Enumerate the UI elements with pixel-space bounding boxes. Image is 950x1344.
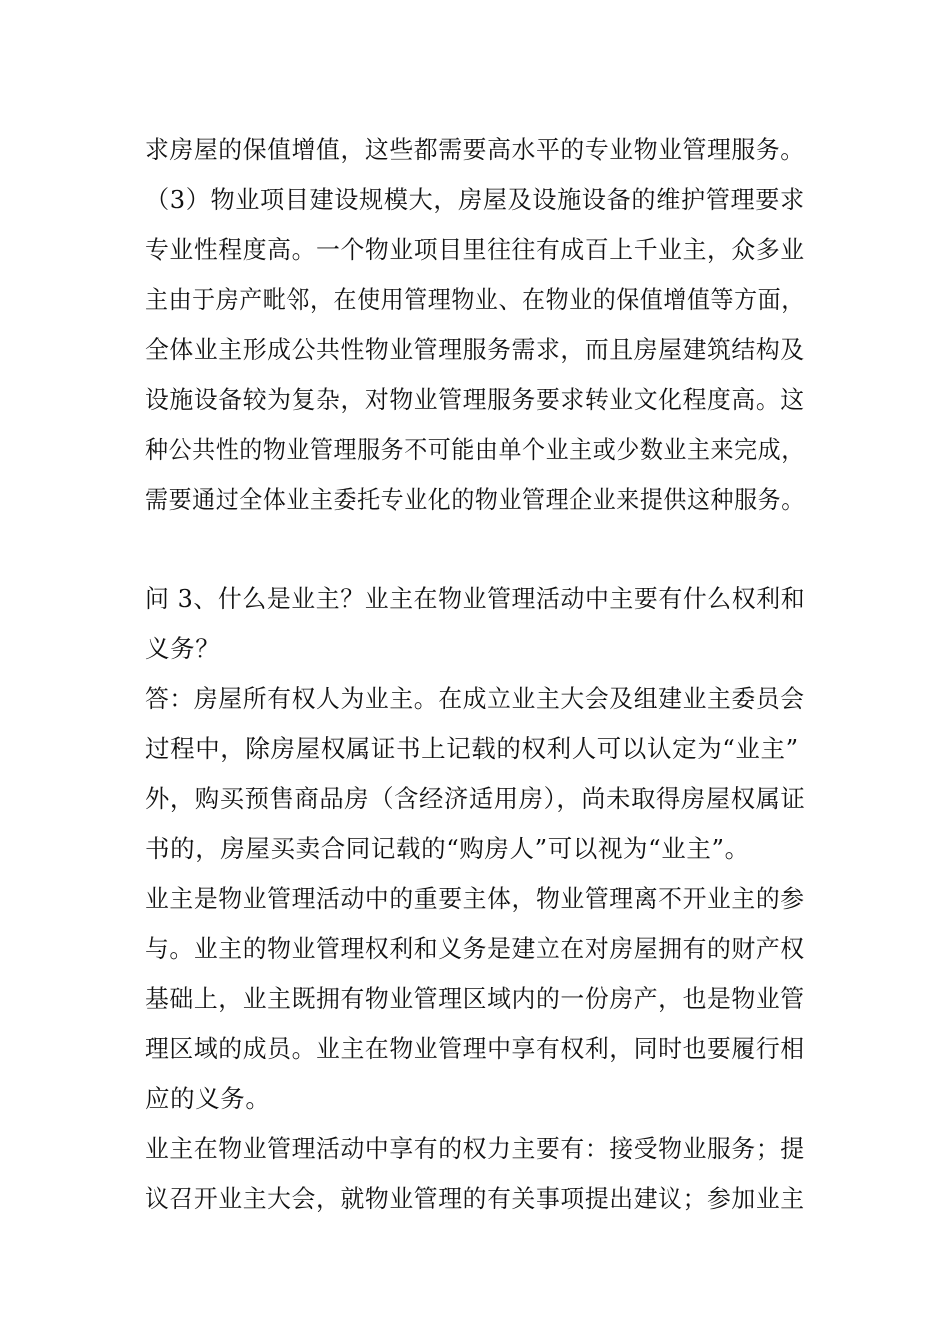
text-line: 与。业主的物业管理权利和义务是建立在对房屋拥有的财产权 [145, 934, 805, 963]
text-line: 应的义务。 [145, 1084, 271, 1113]
text-line: 主由于房产毗邻，在使用管理物业、在物业的保值增值等方面， [145, 285, 805, 314]
question-heading: 问 3、什么是业主？业主在物业管理活动中主要有什么权利和 [145, 584, 806, 613]
text-line: 求房屋的保值增值，这些都需要高水平的专业物业管理服务。 [145, 135, 805, 164]
text-line: 理区域的成员。业主在物业管理中享有权利，同时也要履行相 [145, 1034, 805, 1063]
text-line: 业主在物业管理活动中享有的权力主要有：接受物业服务；提 [145, 1134, 805, 1163]
text-line: 外，购买预售商品房（含经济适用房），尚未取得房屋权属证 [145, 784, 806, 813]
text-line: 业主是物业管理活动中的重要主体，物业管理离不开业主的参 [145, 884, 805, 913]
text-line: 全体业主形成公共性物业管理服务需求，而且房屋建筑结构及 [145, 335, 805, 364]
text-line: 种公共性的物业管理服务不可能由单个业主或少数业主来完成， [145, 435, 805, 464]
text-line: 需要通过全体业主委托专业化的物业管理企业来提供这种服务。 [145, 485, 805, 514]
text-line: 议召开业主大会，就物业管理的有关事项提出建议；参加业主 [145, 1184, 805, 1213]
text-line: （3）物业项目建设规模大，房屋及设施设备的维护管理要求 [145, 185, 805, 214]
text-line: 书的，房屋买卖合同记载的“购房人”可以视为“业主”。 [145, 834, 750, 863]
question-heading-cont: 义务？ [145, 634, 221, 663]
text-line: 基础上，业主既拥有物业管理区域内的一份房产，也是物业管 [145, 984, 805, 1013]
text-line: 设施设备较为复杂，对物业管理服务要求转业文化程度高。这 [145, 385, 805, 414]
text-line: 专业性程度高。一个物业项目里往往有成百上千业主，众多业 [145, 235, 805, 264]
text-line: 过程中，除房屋权属证书上记载的权利人可以认定为“业主” [145, 734, 799, 763]
text-line: 答：房屋所有权人为业主。在成立业主大会及组建业主委员会 [145, 684, 805, 713]
